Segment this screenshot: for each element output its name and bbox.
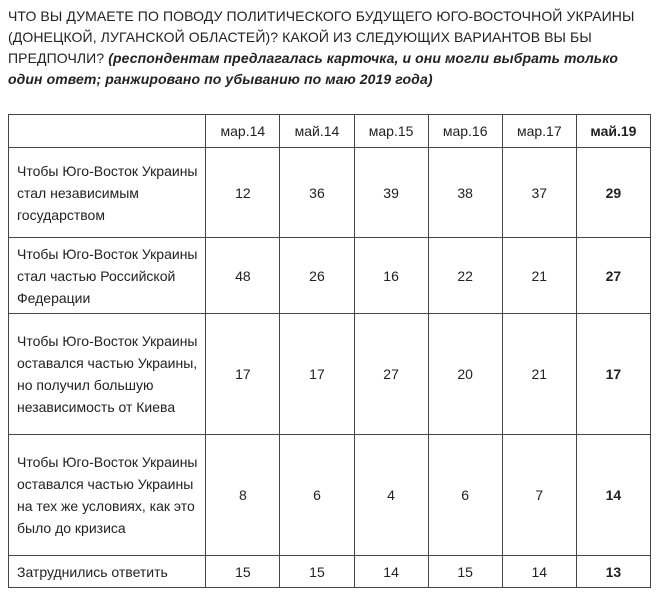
- column-header: мар.16: [428, 115, 502, 148]
- value-cell-latest: 14: [576, 435, 650, 556]
- value-cell: 15: [428, 556, 502, 588]
- column-header: май.14: [280, 115, 354, 148]
- value-cell: 36: [280, 148, 354, 238]
- value-cell: 17: [280, 314, 354, 435]
- value-cell: 37: [502, 148, 576, 238]
- value-cell: 14: [354, 556, 428, 588]
- column-header: мар.14: [206, 115, 280, 148]
- value-cell-latest: 17: [576, 314, 650, 435]
- column-header: мар.17: [502, 115, 576, 148]
- row-label: Затруднились ответить: [9, 556, 206, 588]
- row-label: Чтобы Юго-Восток Украины оставался частью Украины, но получил большую независимость от Киева: [9, 314, 206, 435]
- table-header-row: [9, 115, 651, 148]
- value-cell: 21: [502, 238, 576, 314]
- value-cell: 15: [280, 556, 354, 588]
- value-cell: 14: [502, 556, 576, 588]
- question-text: ЧТО ВЫ ДУМАЕТЕ ПО ПОВОДУ ПОЛИТИЧЕСКОГО БУДУЩЕГО ЮГО-ВОСТОЧНОЙ УКРАИНЫ (ДОНЕЦКОЙ, ЛУГАНСКОЙ ОБЛАСТЕЙ)? КАКОЙ ИЗ СЛЕДУЮЩИХ ВАРИАНТОВ ВЫ БЫ ПРЕДПОЧЛИ?: [8, 8, 635, 66]
- value-cell-latest: 13: [576, 556, 650, 588]
- survey-question: [8, 6, 652, 90]
- table-row: [9, 556, 651, 588]
- value-cell-latest: 29: [576, 148, 650, 238]
- value-cell: 48: [206, 238, 280, 314]
- column-header: мар.15: [354, 115, 428, 148]
- survey-results-table: [8, 114, 651, 588]
- table-row: [9, 238, 651, 314]
- table-row: [9, 148, 651, 238]
- question-note: (респондентам предлагалась карточка, и они могли выбрать только один ответ; ранжировано по убыванию по маю 2019 года): [8, 50, 619, 87]
- row-label: Чтобы Юго-Восток Украины стал независимым государством: [9, 148, 206, 238]
- value-cell: 26: [280, 238, 354, 314]
- column-header-latest: май.19: [576, 115, 650, 148]
- value-cell: 12: [206, 148, 280, 238]
- value-cell: 7: [502, 435, 576, 556]
- value-cell: 17: [206, 314, 280, 435]
- value-cell: 21: [502, 314, 576, 435]
- value-cell: 6: [428, 435, 502, 556]
- value-cell: 16: [354, 238, 428, 314]
- value-cell: 8: [206, 435, 280, 556]
- value-cell: 6: [280, 435, 354, 556]
- value-cell: 39: [354, 148, 428, 238]
- row-label: Чтобы Юго-Восток Украины оставался частью Украины на тех же условиях, как это было до кризиса: [9, 435, 206, 556]
- value-cell: 4: [354, 435, 428, 556]
- value-cell: 27: [354, 314, 428, 435]
- value-cell: 22: [428, 238, 502, 314]
- table-row: [9, 314, 651, 435]
- table-row: [9, 435, 651, 556]
- value-cell: 38: [428, 148, 502, 238]
- value-cell: 15: [206, 556, 280, 588]
- row-label: Чтобы Юго-Восток Украины стал частью Российской Федерации: [9, 238, 206, 314]
- header-corner-cell: [9, 115, 206, 148]
- value-cell: 20: [428, 314, 502, 435]
- value-cell-latest: 27: [576, 238, 650, 314]
